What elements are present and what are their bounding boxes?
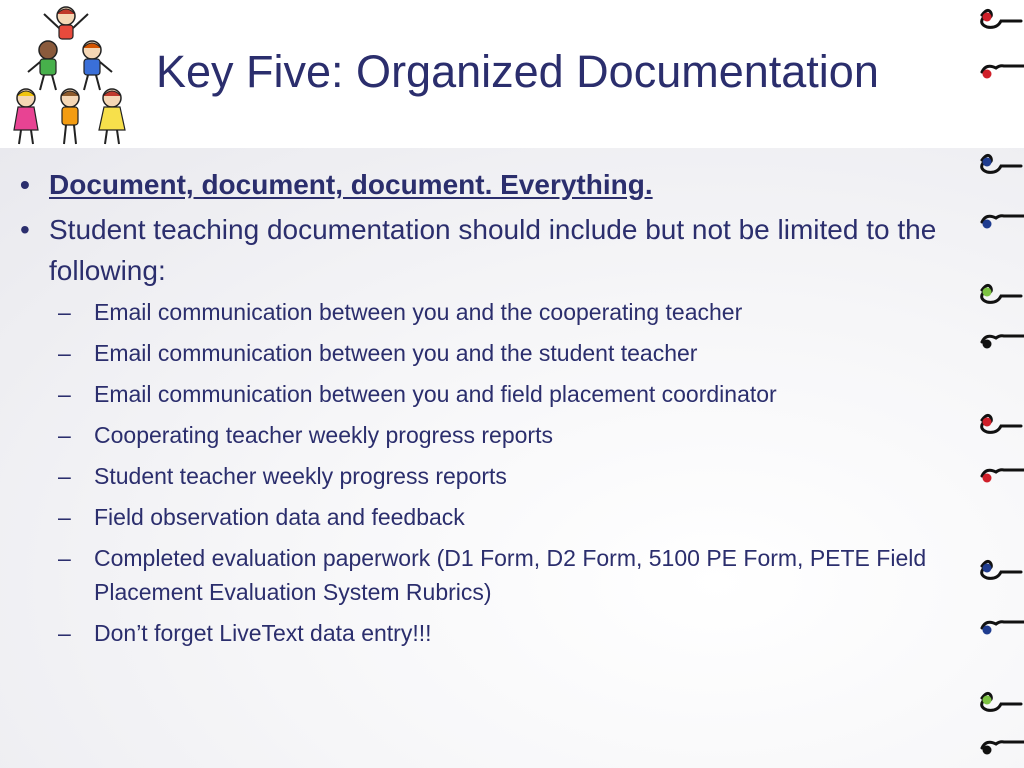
bullet-item — [20, 164, 975, 205]
curl-border-icon — [976, 0, 1024, 768]
kid-middle-left-icon — [28, 41, 57, 90]
curl-doodle-icon — [982, 742, 1024, 755]
sub-bullet-text: Cooperating teacher weekly progress reports — [94, 422, 553, 448]
curl-doodle-icon — [982, 622, 1024, 635]
slide-body — [20, 164, 975, 657]
sub-bullet-item — [20, 295, 975, 329]
slide-title: Key Five: Organized Documentation — [156, 46, 879, 97]
curl-doodle-icon — [982, 336, 1024, 349]
kid-bottom-left-icon — [14, 89, 38, 144]
sub-bullet-item — [20, 459, 975, 493]
curl-doodle-icon — [982, 155, 1021, 172]
curl-doodle-icon — [982, 470, 1024, 483]
bullet-marker: • — [20, 169, 30, 200]
sub-bullet-text: Email communication between you and field placement coordinator — [94, 381, 777, 407]
sub-bullet-item — [20, 418, 975, 452]
curl-doodle-icon — [982, 285, 1021, 302]
curl-doodle-icon — [982, 10, 1021, 27]
sub-bullet-text: Field observation data and feedback — [94, 504, 465, 530]
kid-bottom-right-icon — [99, 89, 125, 144]
sub-bullet-item — [20, 616, 975, 650]
sub-bullet-text: Completed evaluation paperwork (D1 Form, D2 Form, 5100 PE Form, PETE Field Placement Evaluation System Rubrics) — [94, 545, 927, 605]
sub-bullet-text: Student teacher weekly progress reports — [94, 463, 507, 489]
dash-marker: – — [58, 422, 71, 448]
curl-doodle-icon — [982, 693, 1021, 710]
curl-doodle-icon — [982, 561, 1021, 578]
dash-marker: – — [58, 381, 71, 407]
curl-doodle-icon — [982, 415, 1021, 432]
dash-marker: – — [58, 463, 71, 489]
sub-bullet-text: Don’t forget LiveText data entry!!! — [94, 620, 432, 646]
kid-top-icon — [44, 7, 88, 39]
dash-marker: – — [58, 340, 71, 366]
sub-bullet-item — [20, 500, 975, 534]
kid-bottom-middle-icon — [61, 89, 79, 144]
dash-marker: – — [58, 504, 71, 530]
dash-marker: – — [58, 545, 71, 571]
sub-bullet-text: Email communication between you and the student teacher — [94, 340, 698, 366]
dash-marker: – — [58, 299, 71, 325]
sub-bullet-item — [20, 541, 975, 609]
sub-bullet-item — [20, 377, 975, 411]
curl-doodle-icon — [982, 66, 1024, 79]
bullet-text: Student teaching documentation should include but not be limited to the following: — [49, 214, 937, 286]
curl-doodle-icon — [982, 216, 1024, 229]
sub-bullet-text: Email communication between you and the cooperating teacher — [94, 299, 743, 325]
kids-pyramid-logo-icon — [4, 2, 132, 148]
bullet-text: Document, document, document. Everything. — [49, 169, 653, 200]
bullet-marker: • — [20, 214, 30, 245]
bullet-item — [20, 209, 975, 291]
dash-marker: – — [58, 620, 71, 646]
kid-middle-right-icon — [83, 41, 112, 90]
sub-bullet-item — [20, 336, 975, 370]
